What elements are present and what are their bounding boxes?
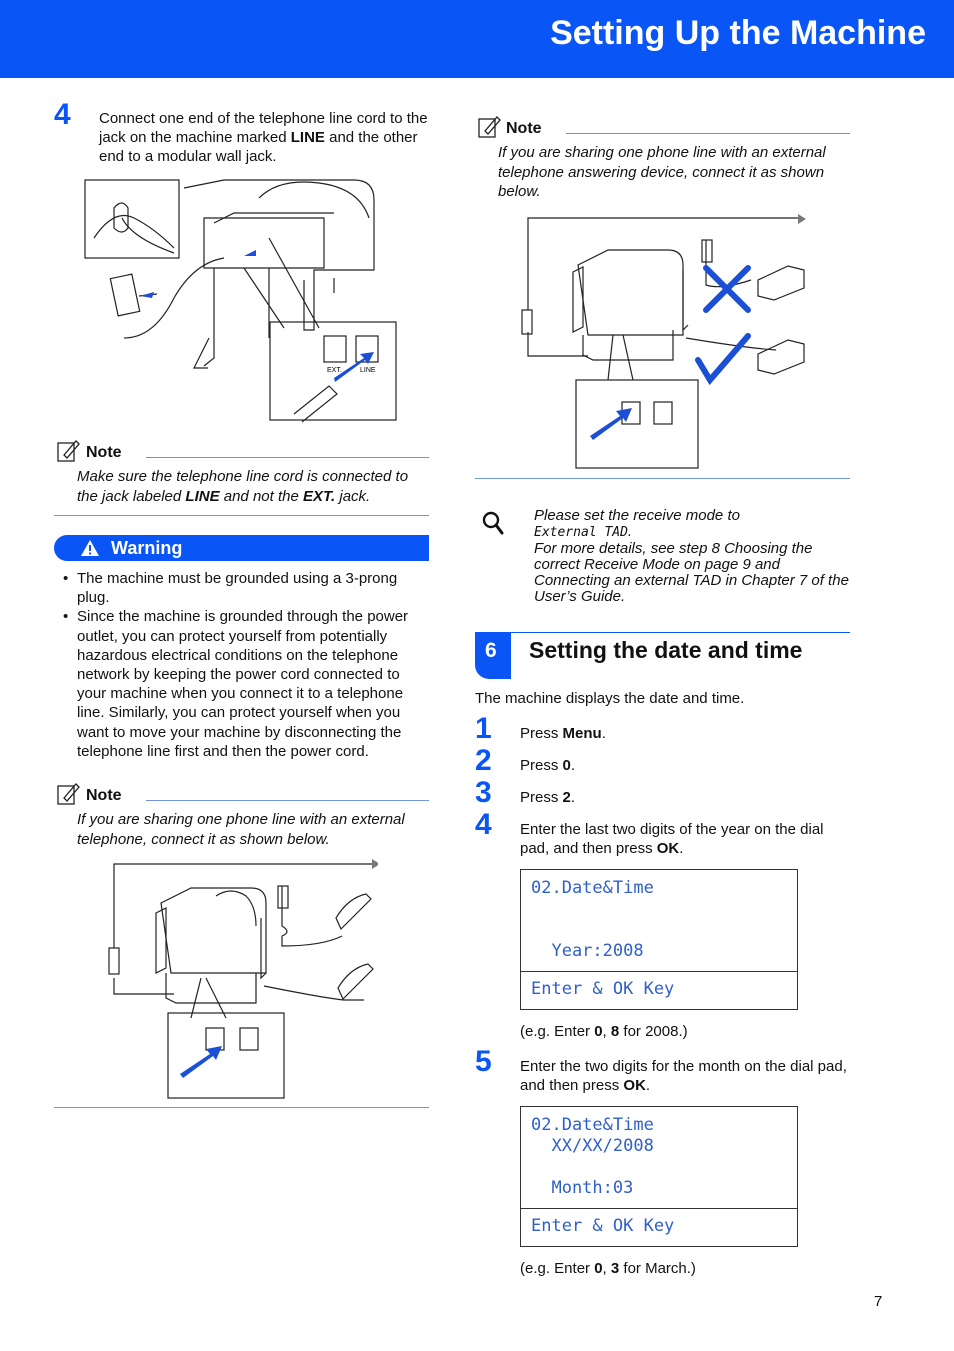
step-text bbox=[99, 109, 429, 166]
note-icon bbox=[56, 439, 80, 463]
bold-text: 3 bbox=[610, 1260, 620, 1277]
text: Press bbox=[520, 789, 563, 806]
bold-text: EXT. bbox=[302, 487, 336, 505]
lcd-line: Year:2008 bbox=[531, 941, 644, 961]
text: and the other end to a modular wall jack. bbox=[99, 129, 418, 165]
ext-label: EXT. bbox=[327, 367, 342, 374]
step-number: 3 bbox=[475, 776, 492, 809]
text: . bbox=[601, 725, 606, 742]
warning-icon bbox=[80, 539, 100, 557]
step-number: 1 bbox=[475, 712, 492, 745]
note-heading: Note bbox=[86, 444, 122, 461]
tip-text bbox=[534, 508, 852, 605]
page-number: 7 bbox=[874, 1293, 883, 1310]
lcd-line: XX/XX/2008 bbox=[531, 1136, 654, 1156]
text: (e.g. Enter bbox=[520, 1023, 595, 1040]
section-title: Setting the date and time bbox=[529, 637, 803, 663]
section-number: 6 bbox=[485, 639, 497, 662]
tip-line: Please set the receive mode to bbox=[534, 507, 740, 524]
note-icon bbox=[477, 115, 501, 139]
text: for March.) bbox=[619, 1260, 696, 1277]
text: . bbox=[570, 757, 576, 774]
divider bbox=[54, 1107, 429, 1108]
key-name: OK bbox=[656, 840, 680, 857]
text: (e.g. Enter bbox=[520, 1260, 595, 1277]
section-intro: The machine displays the date and time. bbox=[475, 690, 745, 707]
step-text bbox=[520, 756, 575, 775]
lcd-line: Enter & OK Key bbox=[531, 1216, 675, 1236]
lcd-separator bbox=[521, 1208, 797, 1209]
section-number-badge bbox=[475, 633, 511, 679]
tip-details: For more details, see step 8 Choosing the correct Receive Mode on page 9 and Connecting an external TAD in Chapter 7 of the User’s Guide. bbox=[534, 540, 849, 605]
text: , bbox=[602, 1260, 611, 1277]
page-title: Setting Up the Machine bbox=[550, 14, 926, 52]
text: , bbox=[602, 1023, 611, 1040]
warning-list bbox=[55, 569, 430, 761]
step-text bbox=[520, 724, 606, 743]
note-heading: Note bbox=[86, 787, 122, 804]
text: Enter the last two digits of the year on the dial pad, and then press bbox=[520, 821, 824, 857]
step-text bbox=[520, 820, 850, 858]
text: for 2008.) bbox=[619, 1023, 688, 1040]
text: Connect one end of the telephone line cord to the jack on the machine marked bbox=[99, 110, 428, 146]
divider bbox=[146, 800, 429, 801]
key-name: 2 bbox=[562, 789, 571, 806]
line-label: LINE bbox=[360, 367, 376, 374]
warning-banner bbox=[54, 535, 429, 561]
key-name: OK bbox=[623, 1077, 646, 1094]
text: . bbox=[679, 840, 684, 857]
list-item: • Since the machine is grounded through the power outlet, you can protect yourself from potentially hazardous electrical conditions on the telephone network by keeping the power cord connected to your machine when you connect it to a telephone line. Similarly, you can protect yourself when you want to move your machine by disconnecting the telephone line first and then the power cord. bbox=[55, 607, 430, 761]
step-number: 4 bbox=[54, 98, 71, 131]
key-name: Menu bbox=[562, 725, 602, 742]
lcd-line: 02.Date&Time bbox=[531, 878, 654, 898]
text: . bbox=[645, 1077, 651, 1094]
text: Make sure the telephone line cord is connected to the jack labeled bbox=[77, 468, 409, 505]
page-header bbox=[0, 0, 954, 78]
example-text bbox=[520, 1259, 696, 1278]
step-text bbox=[520, 788, 575, 807]
text: Enter the two digits for the month on the dial pad, and then press bbox=[520, 1058, 847, 1094]
step-text bbox=[520, 1057, 850, 1095]
lcd-display bbox=[520, 869, 798, 1010]
text: Press bbox=[520, 725, 563, 742]
bold-text: 0 bbox=[594, 1260, 603, 1277]
text: . bbox=[570, 789, 576, 806]
lcd-line: Enter & OK Key bbox=[531, 979, 675, 999]
external-tad-figure bbox=[518, 210, 808, 472]
note-text bbox=[77, 467, 429, 506]
note-icon bbox=[56, 782, 80, 806]
divider bbox=[146, 457, 429, 458]
step-number: 4 bbox=[475, 808, 492, 841]
bold-text: LINE bbox=[185, 487, 220, 505]
key-name: 0 bbox=[562, 757, 571, 774]
lcd-line: Month:03 bbox=[531, 1178, 634, 1198]
lcd-separator bbox=[521, 971, 797, 972]
note-text: If you are sharing one phone line with an external telephone, connect it as shown below. bbox=[77, 811, 405, 848]
text: . bbox=[627, 523, 633, 540]
note-text: If you are sharing one phone line with an external telephone answering device, connect it as shown below. bbox=[498, 144, 826, 200]
lcd-line: 02.Date&Time bbox=[531, 1115, 654, 1135]
list-item: • The machine must be grounded using a 3-prong plug. bbox=[55, 569, 430, 607]
lcd-display bbox=[520, 1106, 798, 1247]
text: jack. bbox=[335, 487, 371, 505]
section-rule bbox=[475, 632, 850, 633]
warning-heading: Warning bbox=[111, 538, 183, 558]
divider bbox=[475, 478, 850, 479]
text: Press bbox=[520, 757, 563, 774]
step-number: 2 bbox=[475, 744, 492, 777]
external-telephone-figure bbox=[106, 858, 378, 1100]
line-cord-connection-figure bbox=[84, 178, 400, 424]
example-text bbox=[520, 1022, 688, 1041]
step-number: 5 bbox=[475, 1045, 492, 1078]
bold-text: 8 bbox=[610, 1023, 620, 1040]
receive-mode: External TAD bbox=[534, 525, 628, 540]
text: and not the bbox=[219, 487, 303, 505]
magnifier-icon bbox=[481, 510, 505, 538]
note-heading: Note bbox=[506, 120, 542, 137]
bold-text: 0 bbox=[594, 1023, 603, 1040]
divider bbox=[54, 515, 429, 516]
divider bbox=[566, 133, 850, 134]
bold-text: LINE bbox=[290, 129, 325, 146]
